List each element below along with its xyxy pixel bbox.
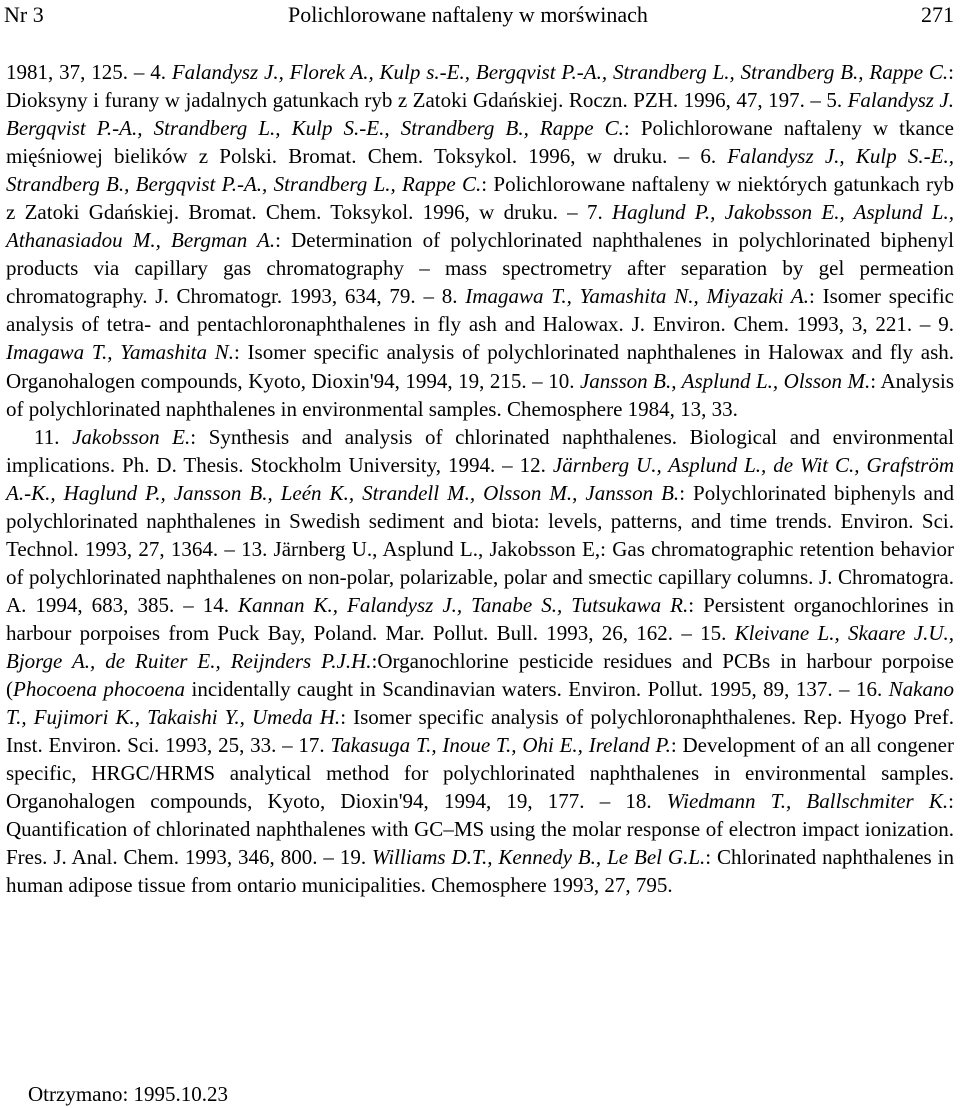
page-number: 271 <box>921 2 954 27</box>
running-title: Polichlorowane naftaleny w morświnach <box>288 2 648 27</box>
received-date: Otrzymano: 1995.10.23 <box>28 1082 229 1106</box>
running-header <box>4 0 954 30</box>
issue-number: Nr 3 <box>4 2 44 27</box>
reference-paragraph: 1981, 37, 125. – 4. Falandysz J., Florek A., Kulp s.-E., Bergqvist P.-A., Strandberg L., Strandberg B., Rappe C.: Dioksyny i furany w jadalnych gatunkach ryb z Zatoki Gdańskiej. Roczn. PZH. 1996, 47, 197. – 5. Falandysz J. Bergqvist P.-A., Strandberg L., Kulp S.-E., Strandberg B., Rappe C.: Polichlorowane naftaleny w tkance mięśniowej bielików z Polski. Bromat. Chem. Toksykol. 1996, w druku. – 6. Falandysz J., Kulp S.-E., Strandberg B., Bergqvist P.-A., Strandberg L., Rappe C.: Polichlorowane naftaleny w niektórych gatunkach ryb z Zatoki Gdańskiej. Bromat. Chem. Toksykol. 1996, w druku. – 7. Haglund P., Jakobsson E., Asplund L., Athanasiadou M., Bergman A.: Determination of polychlorinated naphthalenes in polychlorinated biphenyl products via capillary gas chromatography – mass spectrometry after separation by gel permeation chromatography. J. Chromatogr. 1993, 634, 79. – 8. Imagawa T., Yamashita N., Miyazaki A.: Isomer specific analysis of tetra- and pentachloronaphthalenes in fly ash and Halowax. J. Environ. Chem. 1993, 3, 221. – 9. Imagawa T., Yamashita N.: Isomer specific analysis of polychlorinated naphthalenes in Halowax and fly ash. Organohalogen compounds, Kyoto, Dioxin'94, 1994, 19, 215. – 10. Jansson B., Asplund L., Olsson M.: Analysis of polychlorinated naphthalenes in environmental samples. Chemosphere 1984, 13, 33. <box>6 60 955 421</box>
reference-paragraph: 11. Jakobsson E.: Synthesis and analysis of chlorinated naphthalenes. Biological and environmental implications. Ph. D. Thesis. Stockholm University, 1994. – 12. Järnberg U., Asplund L., de Wit C., Grafström A.-K., Haglund P., Jansson B., Leén K., Strandell M., Olsson M., Jansson B.: Polychlorinated biphenyls and polychlorinated naphthalenes in Swedish sediment and biota: levels, patterns, and time trends. Environ. Sci. Technol. 1993, 27, 1364. – 13. Järnberg U., Asplund L., Jakobsson E,: Gas chromatographic retention behavior of polychlorinated naphthalenes on non-polar, polarizable, polar and smectic capillary columns. J. Chromatogra. A. 1994, 683, 385. – 14. Kannan K., Falandysz J., Tanabe S., Tutsukawa R.: Persistent organochlorines in harbour porpoises from Puck Bay, Poland. Mar. Pollut. Bull. 1993, 26, 162. – 15. Kleivane L., Skaare J.U., Bjorge A., de Ruiter E., Reijnders P.J.H.:Organochlorine pesticide residues and PCBs in harbour porpoise (Phocoena phocoena incidentally caught in Scandinavian waters. Environ. Pollut. 1995, 89, 137. – 16. Nakano T., Fujimori K., Takaishi Y., Umeda H.: Isomer specific analysis of polychloronaphthalenes. Rep. Hyogo Pref. Inst. Environ. Sci. 1993, 25, 33. – 17. Takasuga T., Inoue T., Ohi E., Ireland P.: Development of an all congener specific, HRGC/HRMS analytical method for polychlorinated naphthalenes in environmental samples. Organohalogen compounds, Kyoto, Dioxin'94, 1994, 19, 177. – 18. Wiedmann T., Ballschmiter K.: Quantification of chlorinated naphthalenes with GC–MS using the molar response of electron impact ionization. Fres. J. Anal. Chem. 1993, 346, 800. – 19. Williams D.T., Kennedy B., Le Bel G.L.: Chlorinated naphthalenes in human adipose tissue from ontario municipalities. Chemosphere 1993, 27, 795. <box>6 424 955 898</box>
reference-list <box>6 58 954 899</box>
